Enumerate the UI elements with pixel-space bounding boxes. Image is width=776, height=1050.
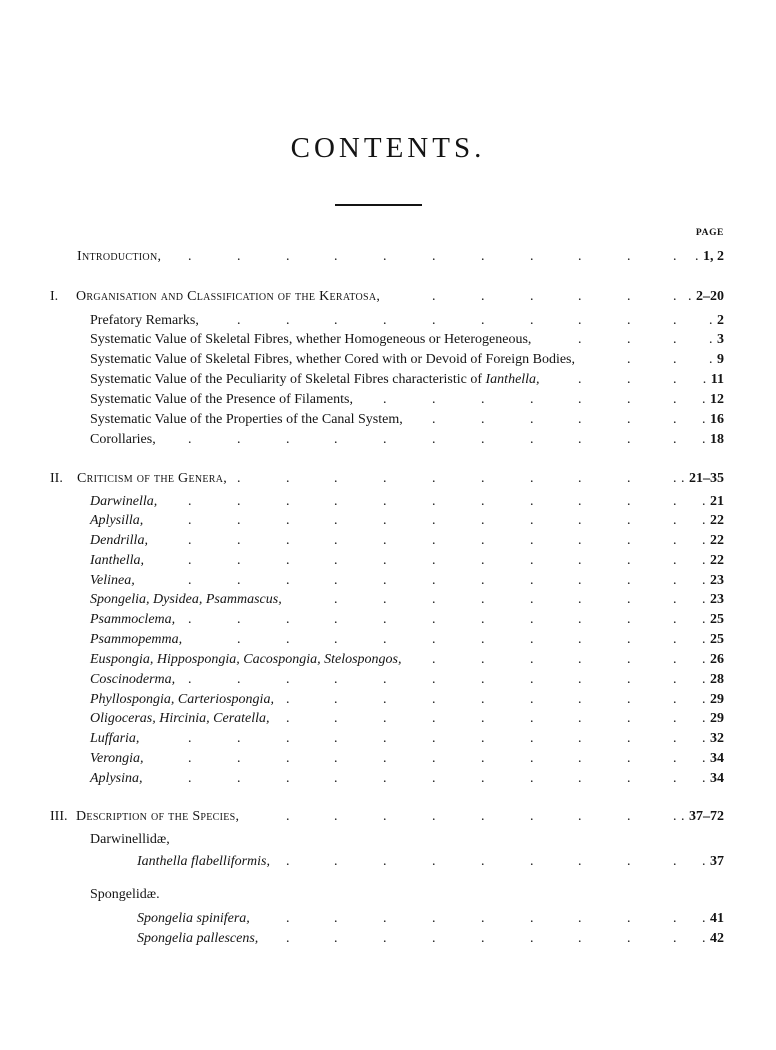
entry-label: Coscinoderma, [90, 672, 176, 687]
page-number: 22 [710, 513, 724, 528]
dot-leader: . . . . . . . . [383, 392, 706, 407]
page-number: 21 [710, 494, 724, 509]
page-number: 22 [710, 553, 724, 568]
page-number: 3 [717, 332, 724, 347]
dot-leader: . . . . . . . . . . . . [188, 751, 706, 766]
dot-leader: . . . . . . . . . . . . [188, 513, 706, 528]
toc-entry [0, 390, 724, 410]
entry-label: Systematic Value of Skeletal Fibres, whether Homogeneous or Heterogeneous, [90, 332, 532, 347]
dot-leader: . . . . . . . [432, 412, 706, 427]
dot-leader: . . . [627, 352, 713, 367]
page-number: 32 [710, 731, 724, 746]
dot-leader: . . . . . . . . . . . . [188, 432, 706, 447]
entry-label: Aplysilla, [90, 513, 144, 528]
page-column-label: PAGE [695, 228, 724, 238]
toc-entry [0, 430, 724, 450]
toc-entry [0, 469, 724, 489]
dot-leader: . . . . . . . . . . . [237, 313, 713, 328]
toc-entry [0, 571, 724, 591]
section-number: III. [50, 809, 68, 824]
page-number: 1, 2 [703, 249, 724, 264]
dot-leader: . . . . . . . . . . . . [188, 612, 706, 627]
dot-leader: . . . . . . . [432, 289, 692, 304]
dot-leader: . . . . . . . . . [334, 592, 706, 607]
page-number: 16 [710, 412, 724, 427]
dot-leader: . . . . . . . . . . . . [188, 553, 706, 568]
entry-label: Psammopemma, [90, 632, 183, 647]
page-number: 2 [717, 313, 724, 328]
page-number: 11 [710, 372, 724, 387]
page-number: 9 [717, 352, 724, 367]
family-heading: Spongelidæ. [90, 887, 160, 902]
entry-label: Corollaries, [90, 432, 156, 447]
page-number: 25 [710, 632, 724, 647]
dot-leader: . . . . . . . . . . . [237, 632, 706, 647]
entry-label: Organisation and Classification of the Keratosa, [76, 289, 381, 304]
toc-entry [0, 511, 724, 531]
toc-entry [0, 709, 724, 729]
page-number: 42 [710, 931, 724, 946]
entry-label: Velinea, [90, 573, 135, 588]
species-entry [0, 909, 724, 929]
page-number: 34 [710, 751, 724, 766]
family-heading: Darwinellidæ, [90, 832, 170, 847]
dot-leader: . . . . . . . . . . . . [188, 494, 706, 509]
toc-entry [0, 350, 724, 370]
toc-entry [0, 690, 724, 710]
page-number: 18 [710, 432, 724, 447]
dot-leader: . . . . . . . . . . . . [188, 731, 706, 746]
dot-leader: . . . . . . . . . . [286, 711, 706, 726]
entry-label: Systematic Value of the Presence of Filaments, [90, 392, 353, 407]
dot-leader: . . . . . . . . . . . [237, 471, 685, 486]
page-number: 21–35 [689, 471, 724, 486]
entry-label: Euspongia, Hippospongia, Cacospongia, Stelospongos, [90, 652, 402, 667]
page-number: 28 [710, 672, 724, 687]
page-number: 34 [710, 771, 724, 786]
section-number: II. [50, 471, 63, 486]
dot-leader: . . . . . . . . . . [286, 854, 706, 869]
entry-label: Spongelia spinifera, [137, 911, 250, 926]
title-rule [335, 204, 422, 206]
page-number: 22 [710, 533, 724, 548]
page-number: 41 [710, 911, 724, 926]
dot-leader: . . . . . . . . . . [286, 809, 685, 824]
page-number: 2–20 [696, 289, 724, 304]
toc-entry [0, 650, 724, 670]
species-entry [0, 929, 724, 949]
page-number: 29 [710, 711, 724, 726]
entry-label: Criticism of the Genera, [77, 471, 228, 486]
entry-label: Dendrilla, [90, 533, 148, 548]
dot-leader: . . . . . . . . . . . . [188, 249, 699, 264]
entry-label: Spongelia, Dysidea, Psammascus, [90, 592, 282, 607]
dot-leader: . . . . . . . . . . [286, 911, 706, 926]
entry-label: Systematic Value of the Peculiarity of Skeletal Fibres characteristic of Ianthella, [90, 372, 540, 387]
toc-entry [0, 311, 724, 331]
toc-entry [0, 769, 724, 789]
entry-label: Aplysina, [90, 771, 143, 786]
page-number: 37–72 [689, 809, 724, 824]
dot-leader: . . . . . . . . . . [286, 931, 706, 946]
dot-leader: . . . . . . . . . . . . [188, 672, 706, 687]
page-number: 37 [710, 854, 724, 869]
species-entry [0, 852, 724, 872]
toc-entry [0, 287, 724, 307]
toc-entry [0, 551, 724, 571]
page-number: 12 [710, 392, 724, 407]
entry-label: Introduction, [77, 249, 162, 264]
page-title: CONTENTS. [290, 132, 486, 164]
dot-leader: . . . . . . . [432, 652, 706, 667]
section-number: I. [50, 289, 59, 304]
entry-label: Phyllospongia, Carteriospongia, [90, 692, 274, 707]
entry-label: Systematic Value of the Properties of the Canal System, [90, 412, 403, 427]
entry-label: Systematic Value of Skeletal Fibres, whether Cored with or Devoid of Foreign Bodies, [90, 352, 575, 367]
entry-label: Verongia, [90, 751, 144, 766]
page-number: 29 [710, 692, 724, 707]
dot-leader: . . . . . . . . . . [286, 692, 706, 707]
toc-entry [0, 330, 724, 350]
entry-label: Luffaria, [90, 731, 140, 746]
dot-leader: . . . . . . . . . . . . [188, 533, 706, 548]
page-number: 26 [710, 652, 724, 667]
page-number: 23 [710, 573, 724, 588]
toc-entry [0, 247, 724, 267]
entry-label: Spongelia pallescens, [137, 931, 259, 946]
page-number: 25 [710, 612, 724, 627]
entry-label: Ianthella, [90, 553, 145, 568]
toc-entry [0, 531, 724, 551]
entry-label: Ianthella flabelliformis, [137, 854, 270, 869]
entry-label: Description of the Species, [76, 809, 240, 824]
toc-entry [0, 610, 724, 630]
toc-entry [0, 807, 724, 827]
toc-entry [0, 410, 724, 430]
dot-leader: . . . . [578, 332, 713, 347]
dot-leader: . . . . [578, 372, 707, 387]
toc-entry [0, 670, 724, 690]
toc-entry [0, 749, 724, 769]
entry-label: Darwinella, [90, 494, 158, 509]
entry-label: Prefatory Remarks, [90, 313, 199, 328]
page-number: 23 [710, 592, 724, 607]
dot-leader: . . . . . . . . . . . . [188, 573, 706, 588]
entry-label: Oligoceras, Hircinia, Ceratella, [90, 711, 270, 726]
toc-entry [0, 492, 724, 512]
toc-entry [0, 729, 724, 749]
toc-entry [0, 370, 724, 390]
dot-leader: . . . . . . . . . . . . [188, 771, 706, 786]
toc-entry [0, 590, 724, 610]
toc-entry [0, 630, 724, 650]
entry-label: Psammoclema, [90, 612, 176, 627]
